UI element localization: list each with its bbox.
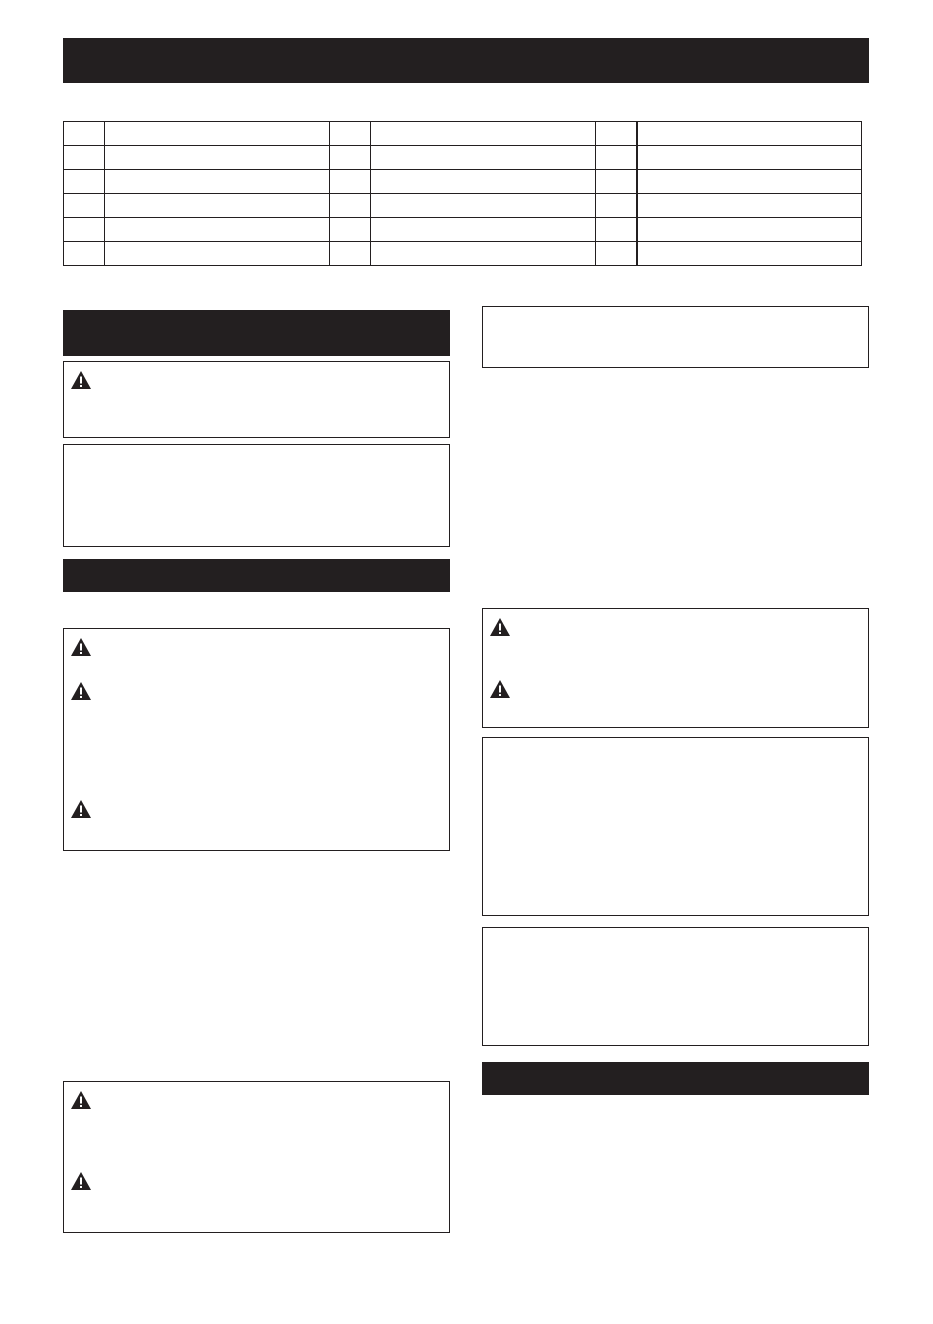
notice-box [63, 444, 450, 547]
table-row [64, 146, 862, 170]
warnings-box-2 [63, 1081, 450, 1233]
right-warnings-box [482, 608, 869, 728]
warning-triangle-icon [70, 799, 92, 819]
parts-table [63, 121, 862, 266]
table-row [64, 170, 862, 194]
table-row [64, 242, 862, 266]
warning-triangle-icon [70, 1171, 92, 1191]
warnings-box-1 [63, 628, 450, 851]
warning-triangle-icon [70, 681, 92, 701]
table-row [64, 218, 862, 242]
table-row [64, 122, 862, 146]
table-row [64, 194, 862, 218]
warning-triangle-icon [489, 617, 511, 637]
page-header-bar [63, 38, 869, 83]
warning-triangle-icon [70, 370, 92, 390]
note-box [482, 306, 869, 368]
notice-box-2 [482, 927, 869, 1046]
left-section-title-bar [63, 310, 450, 356]
left-subsection-title-bar [63, 559, 450, 592]
warning-triangle-icon [70, 637, 92, 657]
warning-triangle-icon [70, 1090, 92, 1110]
caution-box [63, 361, 450, 438]
notice-box-1 [482, 737, 869, 916]
warning-triangle-icon [489, 679, 511, 699]
right-section-title-bar [482, 1062, 869, 1095]
